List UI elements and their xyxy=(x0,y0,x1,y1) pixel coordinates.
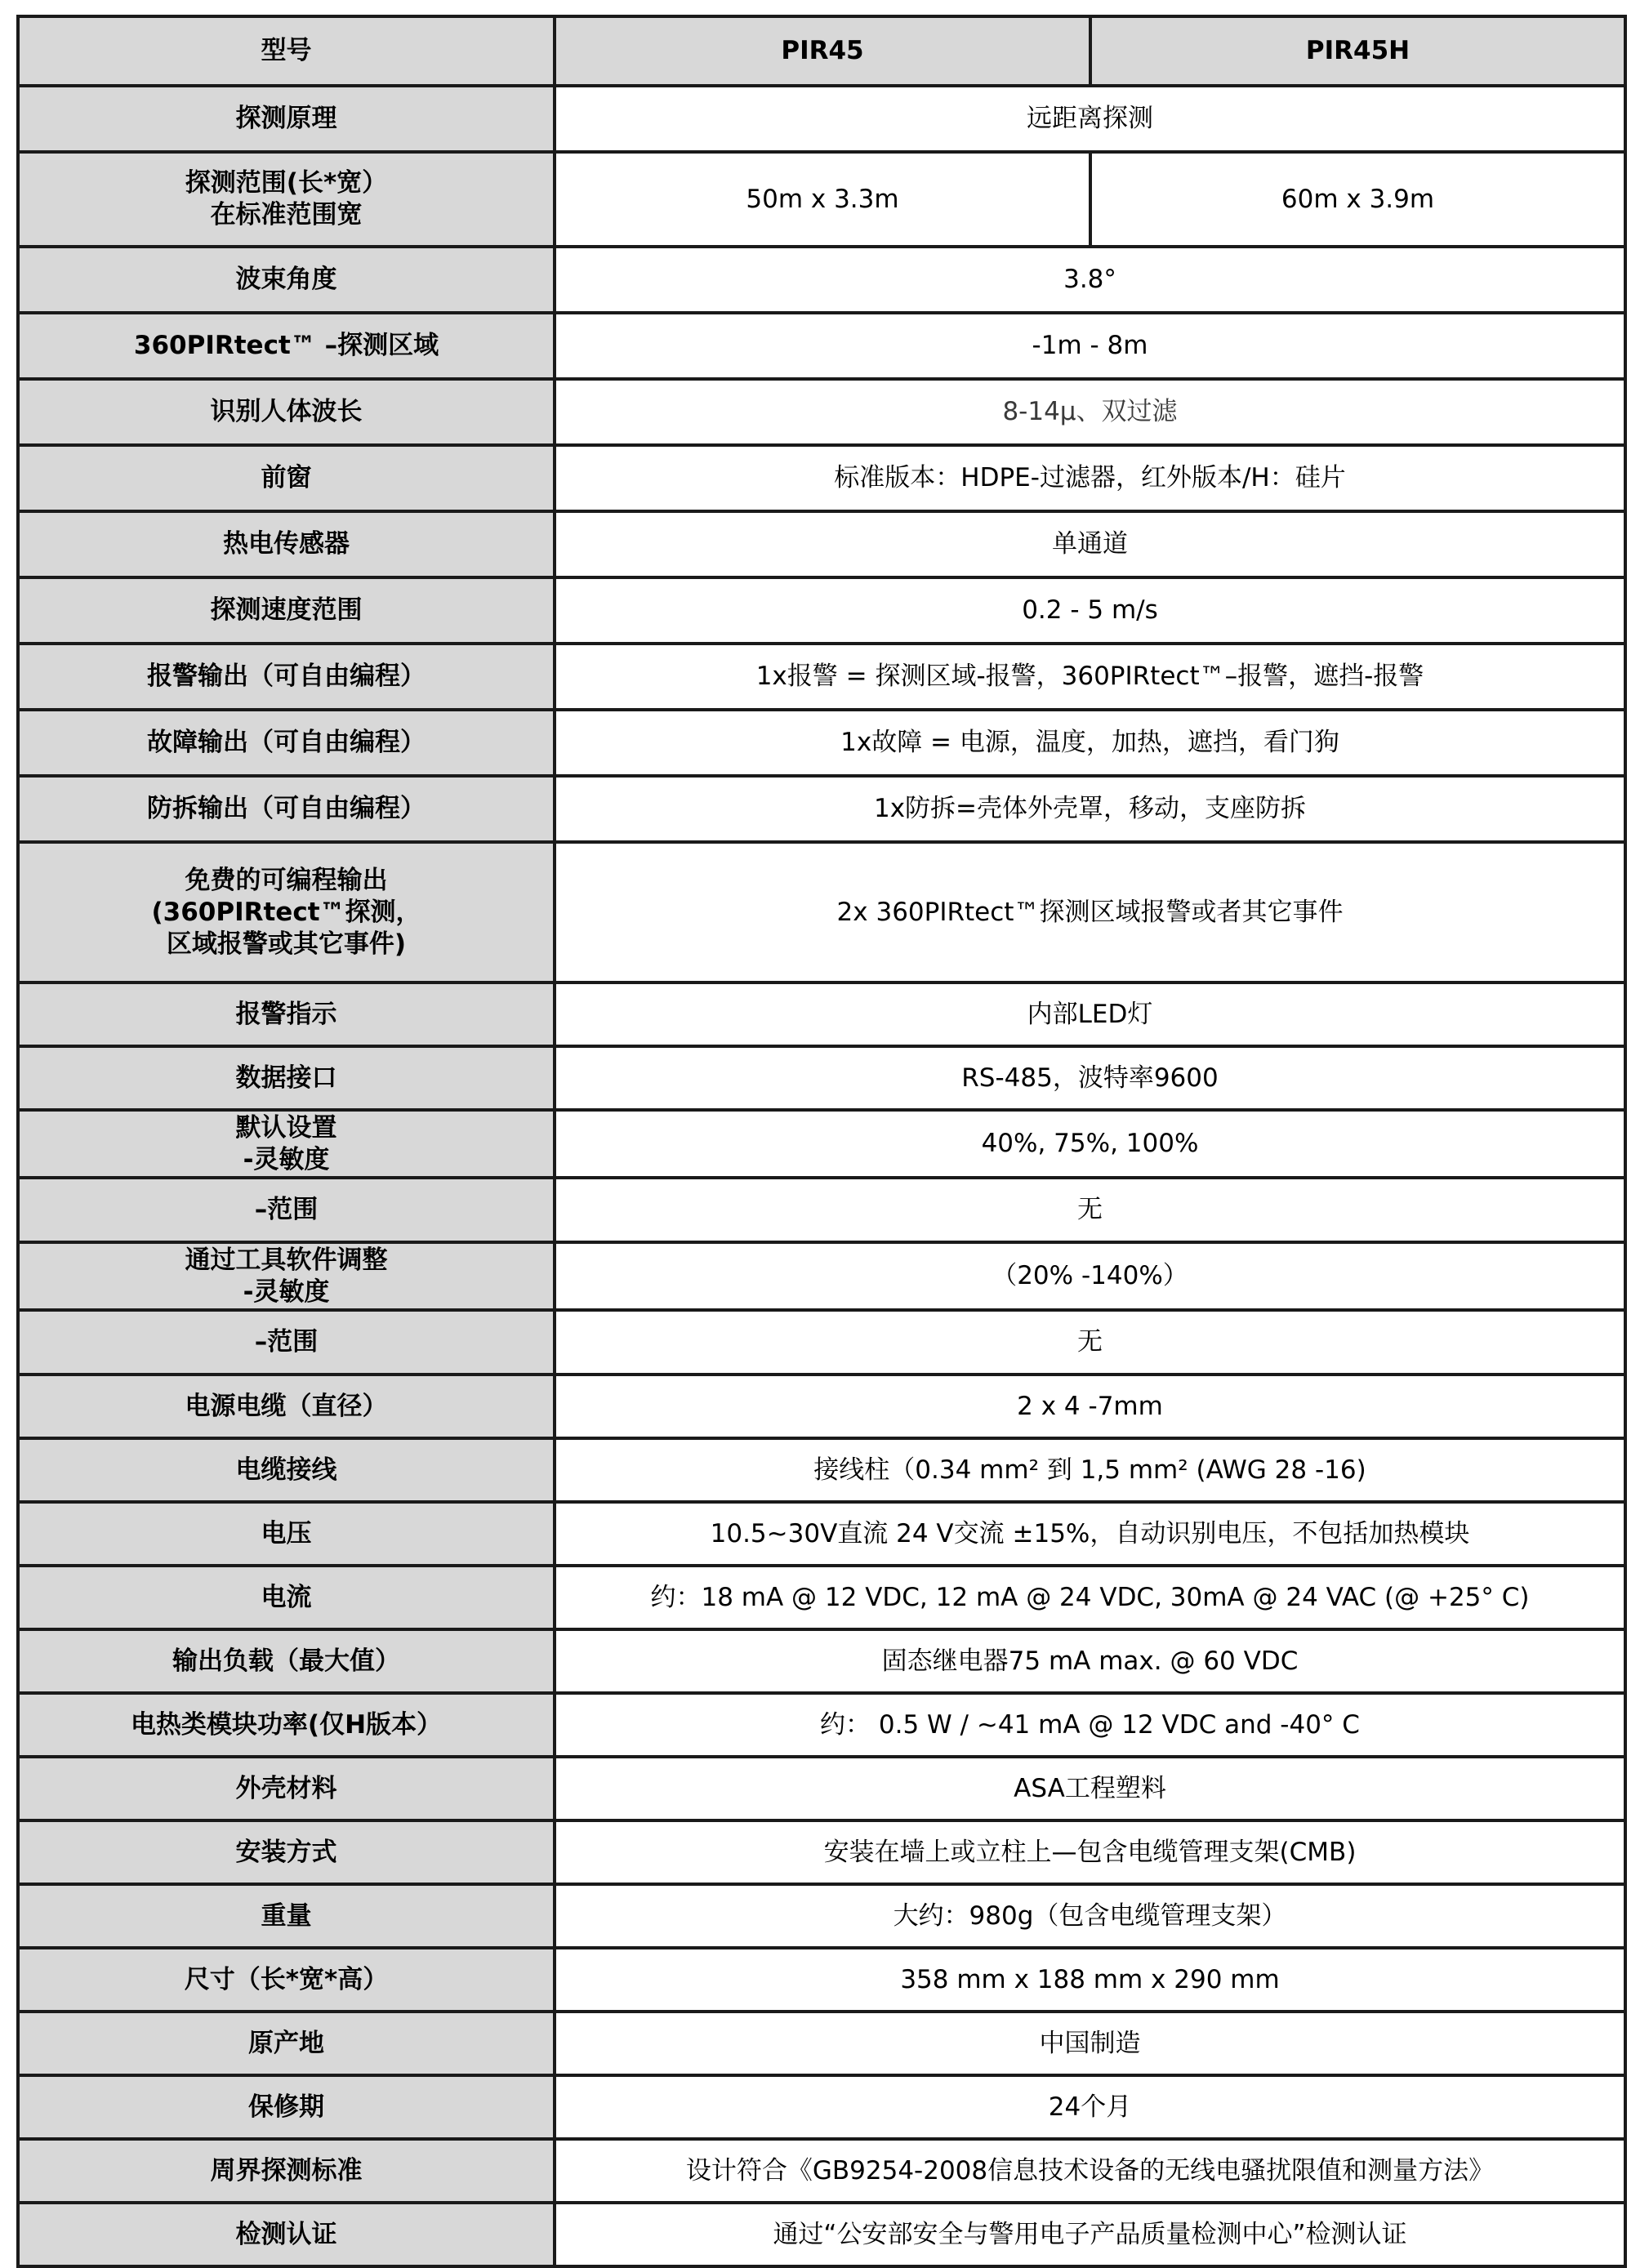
row-value: RS-485，波特率9600 xyxy=(555,1046,1625,1110)
table-row xyxy=(18,313,1625,379)
row-label: 防拆输出（可自由编程） xyxy=(18,776,555,842)
table-row xyxy=(18,379,1625,445)
table-row xyxy=(18,1884,1625,1948)
row-value: 40%, 75%, 100% xyxy=(555,1110,1625,1178)
table-row xyxy=(18,776,1625,842)
row-label: 尺寸（长*宽*高） xyxy=(18,1948,555,2012)
row-label: 360PIRtect™ –探测区域 xyxy=(18,313,555,379)
row-value: 1x防拆=壳体外壳罩，移动，支座防拆 xyxy=(555,776,1625,842)
row-value: 1x报警 = 探测区域-报警，360PIRtect™–报警，遮挡-报警 xyxy=(555,644,1625,710)
table-row xyxy=(18,710,1625,776)
row-value: 标准版本：HDPE-过滤器，红外版本/H：硅片 xyxy=(555,445,1625,511)
row-label: 探测速度范围 xyxy=(18,577,555,644)
row-label: –范围 xyxy=(18,1310,555,1375)
row-value: -1m - 8m xyxy=(555,313,1625,379)
row-value: 无 xyxy=(555,1310,1625,1375)
table-row xyxy=(18,1820,1625,1884)
table-row xyxy=(18,1693,1625,1757)
row-label: 周界探测标准 xyxy=(18,2139,555,2203)
table-row xyxy=(18,1438,1625,1502)
spec-table xyxy=(16,15,1627,2268)
table-row xyxy=(18,1757,1625,1820)
table-row xyxy=(18,1502,1625,1566)
row-value: 大约：980g（包含电缆管理支架） xyxy=(555,1884,1625,1948)
table-row xyxy=(18,577,1625,644)
row-value: 安装在墙上或立柱上—包含电缆管理支架(CMB) xyxy=(555,1820,1625,1884)
table-row xyxy=(18,247,1625,313)
row-label: 热电传感器 xyxy=(18,511,555,577)
row-label: 探测原理 xyxy=(18,86,555,152)
table-row xyxy=(18,445,1625,511)
table-row xyxy=(18,1375,1625,1438)
table-row xyxy=(18,983,1625,1046)
table-row xyxy=(18,152,1625,247)
row-value: 无 xyxy=(555,1178,1625,1242)
row-label: 探测范围(长*宽） 在标准范围宽 xyxy=(18,152,555,247)
row-label: 免费的可编程输出 (360PIRtect™探测， 区域报警或其它事件) xyxy=(18,842,555,983)
row-value: 1x故障 = 电源，温度，加热，遮挡，看门狗 xyxy=(555,710,1625,776)
row-value: 接线柱（0.34 mm² 到 1,5 mm² (AWG 28 -16) xyxy=(555,1438,1625,1502)
row-value: 24个月 xyxy=(555,2075,1625,2139)
row-label: 数据接口 xyxy=(18,1046,555,1110)
row-value: 远距离探测 xyxy=(555,86,1625,152)
row-label: 识别人体波长 xyxy=(18,379,555,445)
table-row xyxy=(18,86,1625,152)
row-value: 单通道 xyxy=(555,511,1625,577)
row-value: 中国制造 xyxy=(555,2012,1625,2075)
row-label: 报警输出（可自由编程） xyxy=(18,644,555,710)
row-label: 原产地 xyxy=(18,2012,555,2075)
table-row xyxy=(18,2139,1625,2203)
row-label: 报警指示 xyxy=(18,983,555,1046)
row-label: 默认设置 -灵敏度 xyxy=(18,1110,555,1178)
row-label: 外壳材料 xyxy=(18,1757,555,1820)
header-model-a: PIR45 xyxy=(555,16,1090,86)
table-row xyxy=(18,2203,1625,2266)
row-label: 电缆接线 xyxy=(18,1438,555,1502)
table-row xyxy=(18,2075,1625,2139)
table-row xyxy=(18,1566,1625,1629)
row-value-model-b: 60m x 3.9m xyxy=(1090,152,1625,247)
row-value: 3.8° xyxy=(555,247,1625,313)
row-value: 2 x 4 -7mm xyxy=(555,1375,1625,1438)
row-label: 电压 xyxy=(18,1502,555,1566)
table-row xyxy=(18,1629,1625,1693)
row-value: 358 mm x 188 mm x 290 mm xyxy=(555,1948,1625,2012)
row-label: 前窗 xyxy=(18,445,555,511)
table-row xyxy=(18,511,1625,577)
row-label: –范围 xyxy=(18,1178,555,1242)
row-value: ASA工程塑料 xyxy=(555,1757,1625,1820)
row-value: 通过“公安部安全与警用电子产品质量检测中心”检测认证 xyxy=(555,2203,1625,2266)
table-row xyxy=(18,1948,1625,2012)
table-row xyxy=(18,1178,1625,1242)
row-label: 保修期 xyxy=(18,2075,555,2139)
table-row xyxy=(18,1046,1625,1110)
row-value: 10.5~30V直流 24 V交流 ±15%，自动识别电压，不包括加热模块 xyxy=(555,1502,1625,1566)
row-value: 8-14μ、双过滤 xyxy=(555,379,1625,445)
row-label: 通过工具软件调整 -灵敏度 xyxy=(18,1242,555,1310)
table-row xyxy=(18,1242,1625,1310)
header-label-cell: 型号 xyxy=(18,16,555,86)
row-label: 波束角度 xyxy=(18,247,555,313)
row-value: 2x 360PIRtect™探测区域报警或者其它事件 xyxy=(555,842,1625,983)
row-label: 电源电缆（直径） xyxy=(18,1375,555,1438)
row-label: 检测认证 xyxy=(18,2203,555,2266)
row-label: 安装方式 xyxy=(18,1820,555,1884)
row-label: 输出负载（最大值） xyxy=(18,1629,555,1693)
row-value: 内部LED灯 xyxy=(555,983,1625,1046)
row-value: 约：18 mA @ 12 VDC, 12 mA @ 24 VDC, 30mA @ 24 VAC (@ +25° C) xyxy=(555,1566,1625,1629)
row-value-model-a: 50m x 3.3m xyxy=(555,152,1090,247)
table-header-row xyxy=(18,16,1625,86)
header-model-b: PIR45H xyxy=(1090,16,1625,86)
row-value: 约： 0.5 W / ~41 mA @ 12 VDC and -40° C xyxy=(555,1693,1625,1757)
table-row xyxy=(18,1310,1625,1375)
row-value: 固态继电器75 mA max. @ 60 VDC xyxy=(555,1629,1625,1693)
table-row xyxy=(18,644,1625,710)
row-label: 故障输出（可自由编程） xyxy=(18,710,555,776)
row-value: （20% -140%） xyxy=(555,1242,1625,1310)
row-value: 0.2 - 5 m/s xyxy=(555,577,1625,644)
row-label: 电热类模块功率(仅H版本） xyxy=(18,1693,555,1757)
table-row xyxy=(18,1110,1625,1178)
table-row xyxy=(18,842,1625,983)
table-row xyxy=(18,2012,1625,2075)
row-label: 重量 xyxy=(18,1884,555,1948)
row-value: 设计符合《GB9254-2008信息技术设备的无线电骚扰限值和测量方法》 xyxy=(555,2139,1625,2203)
row-label: 电流 xyxy=(18,1566,555,1629)
